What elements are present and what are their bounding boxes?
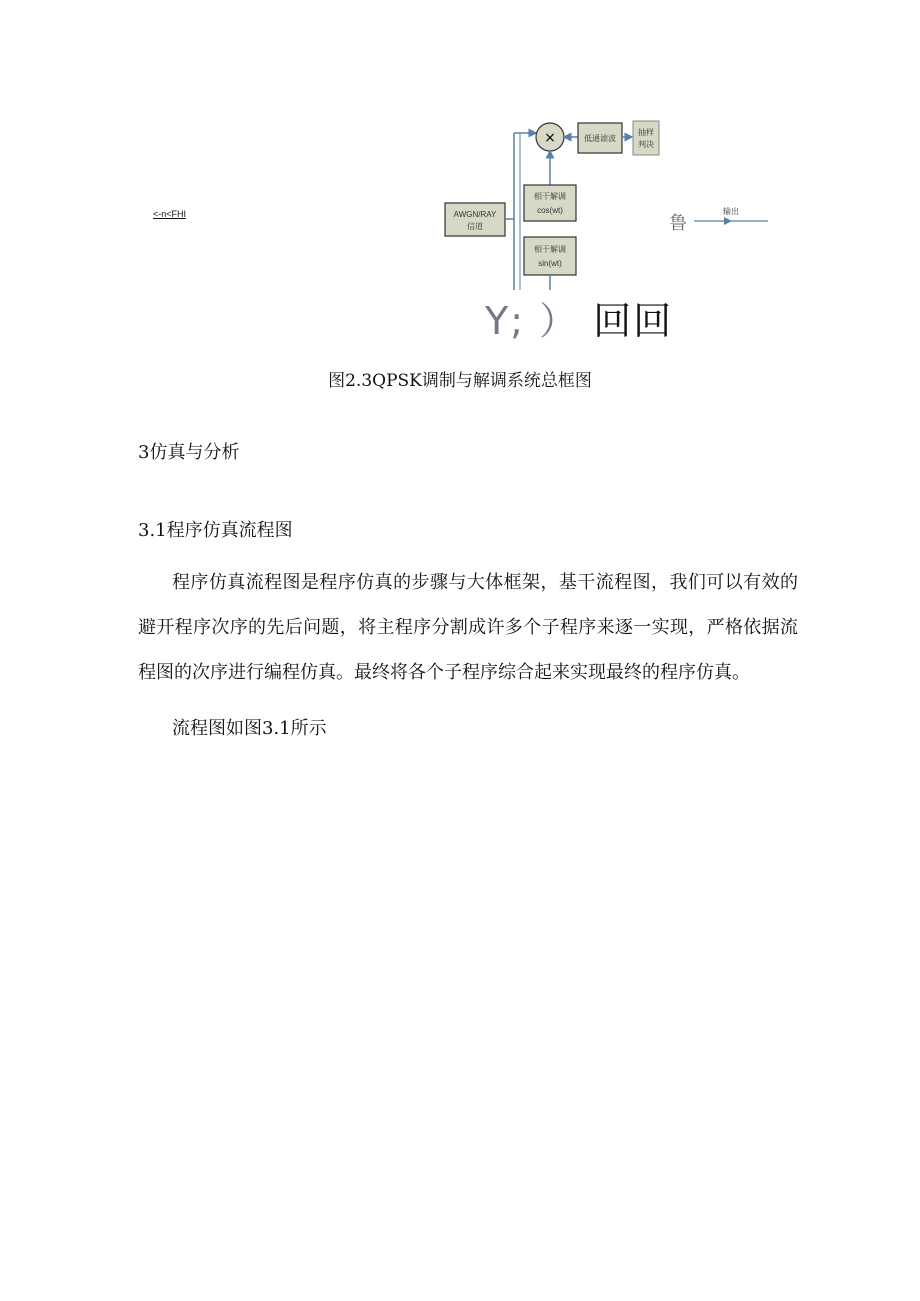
ocr-artifact-line [485,290,673,345]
lowpass-label: 低通滤波 [584,134,616,143]
subsection-heading: 3.1程序仿真流程图 [138,520,293,541]
sample-label: 抽样 [638,128,654,137]
ocr-artifact-text: Y; ） [485,299,580,343]
awgn-channel-block [445,203,505,236]
coherent-demod-sin-block [524,237,576,275]
qpsk-block-diagram [440,115,770,290]
body-paragraph: 程序仿真流程图是程序仿真的步骤与大体框架，基干流程图，我们可以有效的避开程序次序的先后问题，将主程序分割成许多个子程序来逐一实现，严格依据流程图的次序进行编程仿真。最终将各个子程序综合起来实现最终的程序仿真。 [138,572,798,683]
decision-label: 判决 [638,140,654,149]
demod-sin-label: 相干解调 [534,245,566,254]
sample-decision-block [633,121,659,155]
figure-caption: 图2.3QPSK调制与解调系统总框图 [328,371,592,391]
demod-cos-label: 相干解调 [534,192,566,201]
awgn-sub-label: 信道 [467,222,483,231]
coherent-demod-cos-block [524,185,576,221]
demod-sin-func: sin(wt) [538,259,562,268]
figure-reference: 流程图如图3.1所示 [172,718,327,739]
awgn-label: AWGN/RAY [453,210,497,219]
figure-side-label: <-n<FHI [153,209,187,219]
ocr-artifact-boxes: 回回 [593,299,674,343]
output-glyph: 鲁 [669,213,687,234]
output-label: 输出 [723,207,739,216]
demod-cos-func: cos(wt) [537,206,563,215]
section-heading: 3仿真与分析 [138,442,240,463]
multiplier-symbol: × [544,130,556,146]
